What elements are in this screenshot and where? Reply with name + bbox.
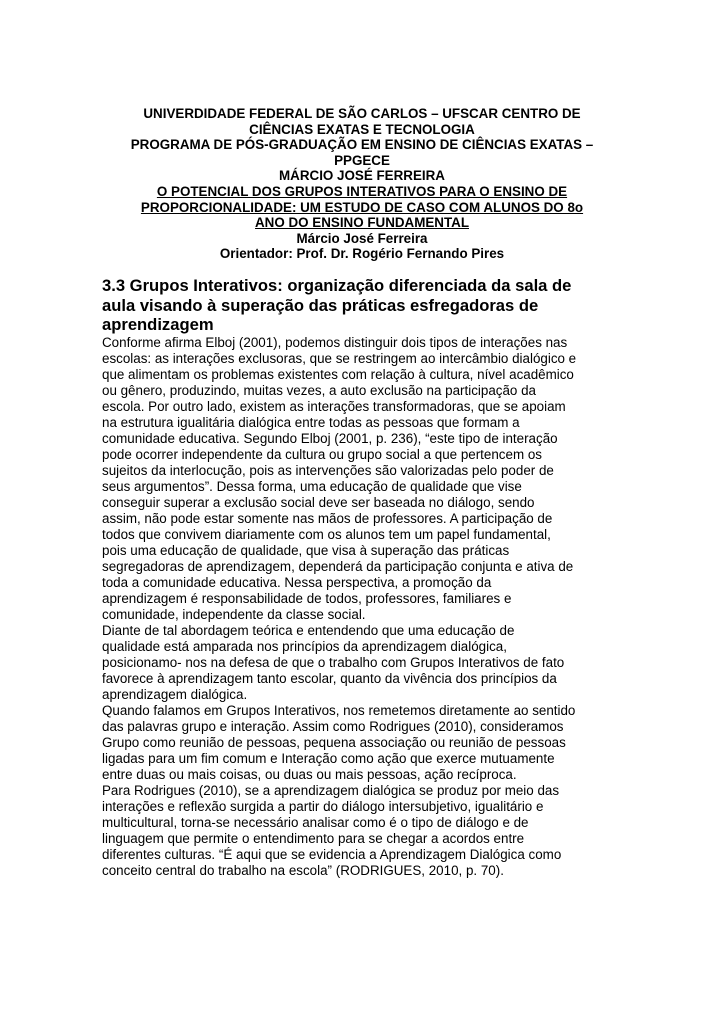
paragraph-line: das palavras grupo e interação. Assim como Rodrigues (2010), consideramos: [102, 718, 564, 734]
paragraph: [102, 335, 622, 623]
paragraph-line: pode ocorrer independente da cultura ou grupo social a que pertencem os: [102, 446, 542, 462]
paragraph-line: comunidade, independente da classe social.: [102, 606, 366, 622]
paragraph-line: Grupo como reunião de pessoas, pequena associação ou reunião de pessoas: [102, 734, 566, 750]
paragraph-line: conceito central do trabalho na escola” (RODRIGUES, 2010, p. 70).: [102, 862, 504, 878]
body-text: [102, 335, 622, 879]
paragraph-line: comunidade educativa. Segundo Elboj (2001, p. 236), “este tipo de interação: [102, 430, 558, 446]
paragraph-line: segregadoras de aprendizagem, dependerá da participação conjunta e ativa de: [102, 558, 574, 574]
document-title: [102, 184, 622, 231]
paragraph-line: Conforme afirma Elboj (2001), podemos distinguir dois tipos de interações nas: [102, 334, 568, 350]
paragraph-line: toda a comunidade educativa. Nessa perspectiva, a promoção da: [102, 574, 492, 590]
advisor-name: Orientador: Prof. Dr. Rogério Fernando Pires: [219, 246, 505, 262]
paragraph-line: linguagem que permite o entendimento para se chegar a acordos entre: [102, 830, 525, 846]
paragraph-line: interações e reflexão surgida a partir do diálogo intersubjetivo, igualitário e: [102, 798, 544, 814]
paragraph-line: todos que convivem diariamente com os alunos tem um papel fundamental,: [102, 526, 551, 542]
paragraph-line: qualidade está amparada nos princípios da aprendizagem dialógica,: [102, 638, 507, 654]
section-heading-line: aprendizagem: [102, 315, 214, 335]
paragraph-line: aprendizagem é responsabilidade de todos, professores, familiares e: [102, 590, 512, 606]
paragraph-line: Para Rodrigues (2010), se a aprendizagem dialógica se produz por meio das: [102, 782, 560, 798]
title-line: PROPORCIONALIDADE: UM ESTUDO DE CASO COM ALUNOS DO 8o: [140, 199, 584, 215]
header-line: MÁRCIO JOSÉ FERREIRA: [279, 168, 445, 184]
paragraph-line: aprendizagem dialógica.: [102, 686, 248, 702]
header-line: PROGRAMA DE PÓS-GRADUAÇÃO EM ENSINO DE CIÊNCIAS EXATAS –: [130, 137, 594, 153]
author-name: Márcio José Ferreira: [296, 230, 428, 246]
paragraph-line: Diante de tal abordagem teórica e entendendo que uma educação de: [102, 622, 515, 638]
paragraph-line: ou gênero, produzindo, muitas vezes, a auto exclusão na participação da: [102, 382, 536, 398]
paragraph-line: multicultural, torna-se necessário analisar como é o tipo de diálogo e de: [102, 814, 529, 830]
paragraph-line: pois uma educação de qualidade, que visa à superação das práticas: [102, 542, 510, 558]
header-line: PPGECE: [334, 152, 390, 168]
header-line: UNIVERDIDADE FEDERAL DE SÃO CARLOS – UFSCAR CENTRO DE: [143, 106, 581, 121]
section-heading-line: 3.3 Grupos Interativos: organização diferenciada da sala de: [102, 275, 572, 295]
title-line: O POTENCIAL DOS GRUPOS INTERATIVOS PARA O ENSINO DE: [156, 183, 568, 199]
section-heading-line: aula visando à superação das práticas esfregadoras de: [102, 295, 539, 315]
paragraph-line: ligadas para um fim comum e Interação como ação que exerce mutuamente: [102, 750, 555, 766]
paragraph: [102, 783, 622, 879]
paragraph-line: diferentes culturas. “É aqui que se evidencia a Aprendizagem Dialógica como: [102, 846, 562, 862]
paragraph-line: na estrutura igualitária dialógica entre todas as pessoas que formam a: [102, 414, 520, 430]
paragraph-line: posicionamo- nos na defesa de que o trabalho com Grupos Interativos de fato: [102, 654, 565, 670]
title-line: ANO DO ENSINO FUNDAMENTAL: [255, 215, 469, 231]
document-page: [102, 106, 622, 879]
document-header: [102, 106, 622, 262]
paragraph-line: favorece à aprendizagem tanto escolar, quanto da vivência dos princípios da: [102, 670, 557, 686]
paragraph: [102, 703, 622, 783]
header-line: CIÊNCIAS EXATAS E TECNOLOGIA: [249, 121, 475, 137]
paragraph-line: sujeitos da interlocução, pois as intervenções são valorizadas pelo poder de: [102, 462, 554, 478]
paragraph-line: que alimentam os problemas existentes com relação à cultura, nível acadêmico: [102, 366, 574, 382]
section-heading: [102, 276, 622, 335]
paragraph-line: seus argumentos”. Dessa forma, uma educação de qualidade que vise: [102, 478, 522, 494]
paragraph: [102, 623, 622, 703]
paragraph-line: Quando falamos em Grupos Interativos, nos remetemos diretamente ao sentido: [102, 702, 576, 718]
paragraph-line: entre duas ou mais coisas, ou duas ou mais pessoas, ação recíproca.: [102, 766, 517, 782]
paragraph-line: assim, não pode estar somente nas mãos de professores. A participação de: [102, 510, 553, 526]
paragraph-line: conseguir superar a exclusão social deve ser baseada no diálogo, sendo: [102, 494, 535, 510]
paragraph-line: escolas: as interações exclusoras, que se restringem ao intercâmbio dialógico e: [102, 350, 577, 366]
paragraph-line: escola. Por outro lado, existem as interações transformadoras, que se apoiam: [102, 398, 566, 414]
